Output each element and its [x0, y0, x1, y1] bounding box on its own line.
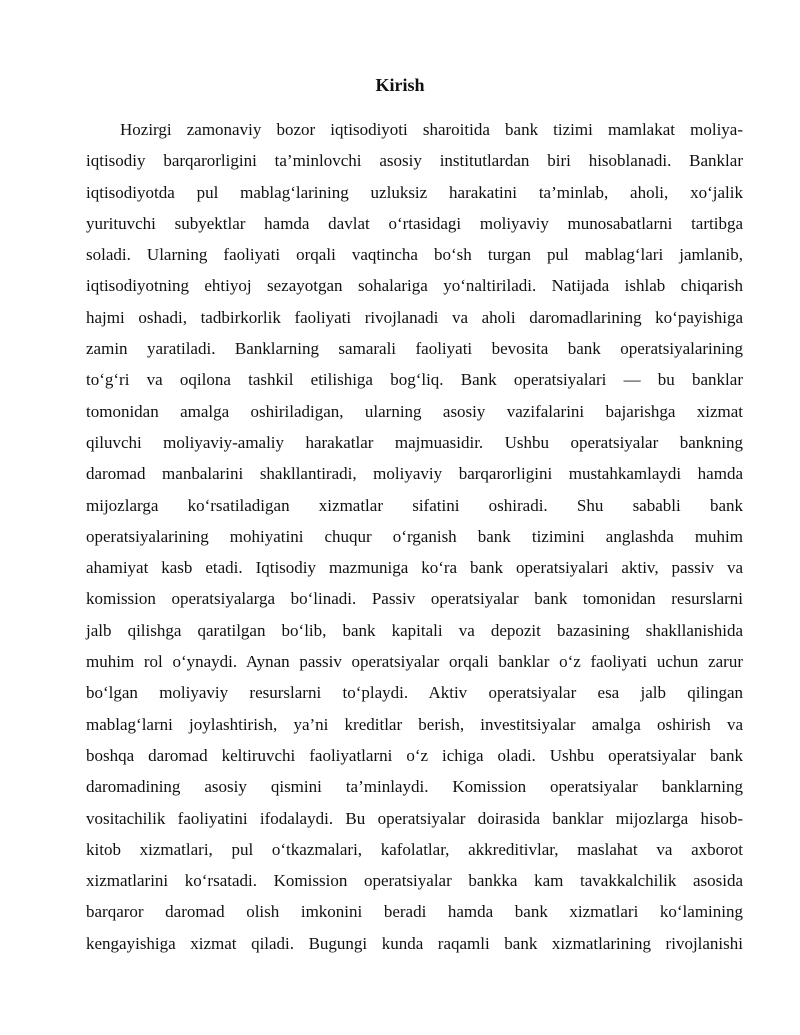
text-line: yurituvchi subyektlar hamda davlat o‘rtasidagi moliyaviy munosabatlarni tartibga [86, 213, 743, 233]
text-line: barqaror daromad olish imkonini beradi hamda bank xizmatlari ko‘lamining [86, 902, 743, 922]
text-line: xizmatlarini ko‘rsatadi. Komission operatsiyalar bankka kam tavakkalchilik asosida [86, 871, 743, 891]
text-line: daromadining asosiy qismini ta’minlaydi. Komission operatsiyalar banklarning [86, 777, 743, 797]
text-line: mijozlarga ko‘rsatiladigan xizmatlar sifatini oshiradi. Shu sababli bank [86, 495, 743, 515]
text-line: iqtisodiyotning ehtiyoj sezayotgan sohalariga yo‘naltiriladi. Natijada ishlab chiqarish [86, 276, 743, 296]
body-paragraph [86, 114, 743, 959]
text-line: komission operatsiyalarga bo‘linadi. Passiv operatsiyalar bank tomonidan resurslarni [86, 589, 743, 609]
text-line: to‘g‘ri va oqilona tashkil etilishiga bog‘liq. Bank operatsiyalari — bu banklar [86, 370, 743, 390]
text-line: zamin yaratiladi. Banklarning samarali faoliyati bevosita bank operatsiyalarining [86, 339, 743, 359]
text-line: mablag‘larni joylashtirish, ya’ni kreditlar berish, investitsiyalar amalga oshirish va [86, 714, 743, 734]
page-title: Kirish [375, 75, 425, 95]
text-line: vositachilik faoliyatini ifodalaydi. Bu operatsiyalar doirasida banklar mijozlarga hisob- [86, 808, 743, 828]
text-line: jalb qilishga qaratilgan bo‘lib, bank kapitali va depozit bazasining shakllanishida [86, 620, 743, 640]
text-line: iqtisodiyotda pul mablag‘larining uzluksiz harakatini ta’minlab, aholi, xo‘jalik [86, 182, 743, 202]
text-line: operatsiyalarining mohiyatini chuqur o‘rganish bank tizimini anglashda muhim [86, 526, 743, 546]
text-line: ahamiyat kasb etadi. Iqtisodiy mazmuniga ko‘ra bank operatsiyalari aktiv, passiv va [86, 558, 743, 578]
text-line: muhim rol o‘ynaydi. Aynan passiv operatsiyalar orqali banklar o‘z faoliyati uchun zarur [86, 652, 743, 672]
text-line: qiluvchi moliyaviy-amaliy harakatlar majmuasidir. Ushbu operatsiyalar bankning [86, 432, 743, 452]
text-line: kitob xizmatlari, pul o‘tkazmalari, kafolatlar, akkreditivlar, maslahat va axborot [86, 839, 743, 859]
text-line: iqtisodiy barqarorligini ta’minlovchi asosiy institutlardan biri hisoblanadi. Banklar [86, 151, 743, 171]
text-line: Hozirgi zamonaviy bozor iqtisodiyoti sharoitida bank tizimi mamlakat moliya- [120, 120, 743, 139]
text-line: bo‘lgan moliyaviy resurslarni to‘playdi. Aktiv operatsiyalar esa jalb qilingan [86, 683, 743, 703]
text-line: tomonidan amalga oshiriladigan, ularning asosiy vazifalarini bajarishga xizmat [86, 401, 743, 421]
text-line: soladi. Ularning faoliyati orqali vaqtincha bo‘sh turgan pul mablag‘lari jamlanib, [86, 245, 743, 265]
text-line: boshqa daromad keltiruvchi faoliyatlarni o‘z ichiga oladi. Ushbu operatsiyalar bank [86, 745, 743, 765]
text-line: hajmi oshadi, tadbirkorlik faoliyati rivojlanadi va aholi daromadlarining ko‘payishiga [86, 307, 743, 327]
text-line: daromad manbalarini shakllantiradi, moliyaviy barqarorligini mustahkamlaydi hamda [86, 464, 743, 484]
text-line: kengayishiga xizmat qiladi. Bugungi kunda raqamli bank xizmatlarining rivojlanishi [86, 933, 743, 953]
